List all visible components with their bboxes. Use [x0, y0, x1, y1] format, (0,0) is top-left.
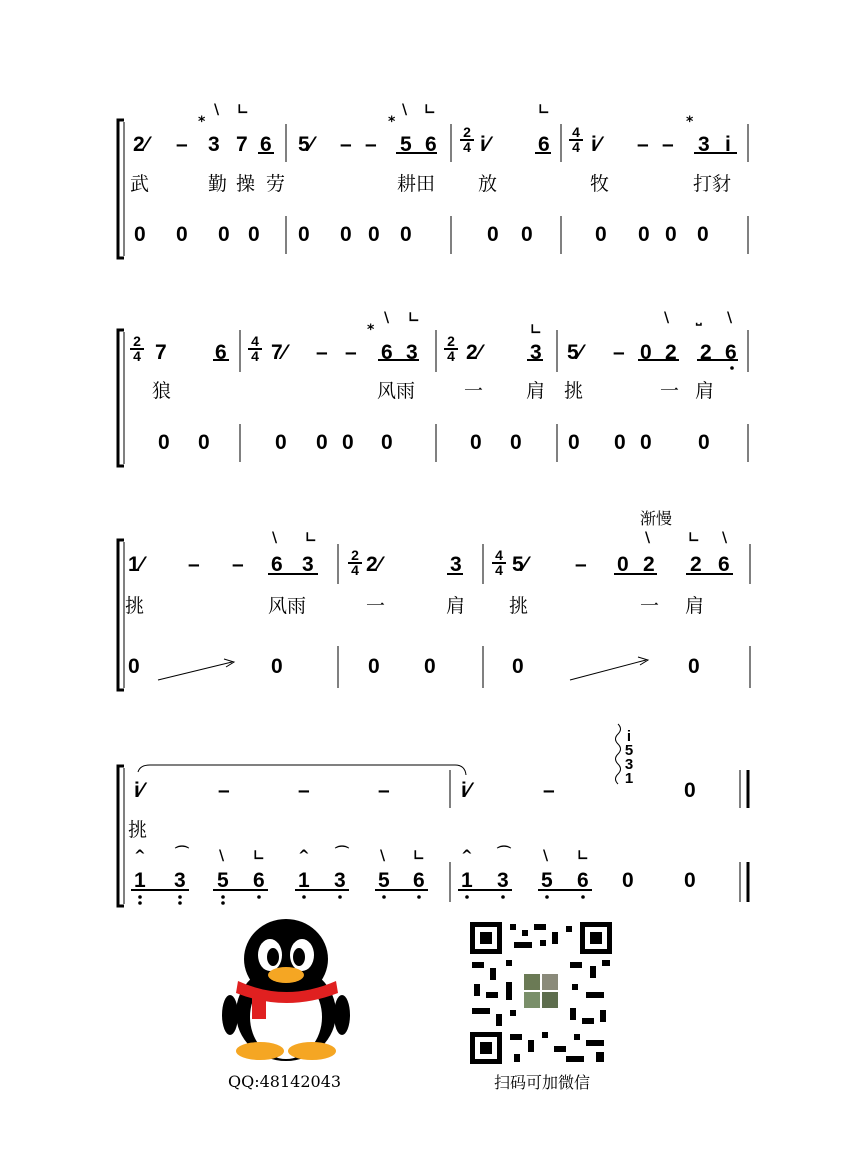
accompaniment-note: 0	[697, 223, 709, 246]
melody-note: –	[232, 553, 244, 576]
time-signature: 4 4	[492, 549, 506, 577]
time-signature: 4 4	[248, 335, 262, 363]
svg-text:\: \	[727, 310, 733, 326]
accompaniment-note: 0	[342, 431, 354, 454]
melody-note: 2⁄	[466, 341, 482, 364]
accompaniment-note: 0	[248, 223, 260, 246]
melody-note: 7	[155, 341, 167, 364]
melody-note: 6	[260, 133, 272, 156]
melody-note: 5⁄	[567, 341, 583, 364]
svg-text:⌒: ⌒	[335, 846, 349, 862]
accompaniment-note: 6	[577, 869, 589, 892]
melody-note: 0	[684, 779, 696, 802]
melody-note: –	[218, 779, 230, 802]
svg-text:∟: ∟	[253, 848, 265, 864]
accompaniment-note: 6	[413, 869, 425, 892]
melody-note: –	[340, 133, 352, 156]
accompaniment-note: 0	[622, 869, 634, 892]
melody-note: 6	[425, 133, 437, 156]
chord-note: 3	[624, 756, 634, 773]
melody-note: 0	[617, 553, 629, 576]
svg-text:^: ^	[134, 848, 146, 864]
melody-note: 6	[381, 341, 393, 364]
svg-text:∟: ∟	[688, 530, 700, 546]
accompaniment-note: 0	[176, 223, 188, 246]
svg-text:*: *	[686, 114, 694, 130]
melody-note: 3	[530, 341, 542, 364]
melody-note: –	[543, 779, 555, 802]
melody-note: 7⁄	[271, 341, 287, 364]
melody-note: 3	[406, 341, 418, 364]
svg-text:\: \	[219, 848, 225, 864]
lyric-text: 肩	[526, 380, 546, 402]
melody-note: 5	[400, 133, 412, 156]
accompaniment-note: 0	[568, 431, 580, 454]
svg-text:\: \	[402, 102, 408, 118]
melody-note: 2⁄	[133, 133, 149, 156]
svg-text:∟: ∟	[530, 322, 542, 338]
svg-text:^: ^	[298, 848, 310, 864]
melody-note: –	[176, 133, 188, 156]
melody-note: –	[378, 779, 390, 802]
accompaniment-note: 5	[541, 869, 553, 892]
accompaniment-note: 0	[316, 431, 328, 454]
accompaniment-note: 0	[368, 223, 380, 246]
svg-text:*: *	[388, 114, 396, 130]
melody-note: 2	[700, 341, 712, 364]
accompaniment-note: 3	[174, 869, 186, 892]
accompaniment-note: 1	[134, 869, 146, 892]
lyric-text: 肩	[446, 595, 466, 617]
melody-note: –	[575, 553, 587, 576]
svg-text:⌒: ⌒	[175, 846, 189, 862]
accompaniment-note: 0	[640, 431, 652, 454]
lyric-text: 劳	[266, 173, 286, 195]
melody-note: i⁄	[134, 779, 144, 802]
lyric-text: 挑	[564, 380, 584, 402]
melody-note: –	[662, 133, 674, 156]
lyric-text: 一	[640, 595, 660, 617]
accompaniment-note: 0	[698, 431, 710, 454]
accompaniment-note: 0	[595, 223, 607, 246]
lyric-text: 挑	[125, 595, 145, 617]
lyric-text: 一	[660, 380, 680, 402]
svg-text:∟: ∟	[413, 848, 425, 864]
svg-text:*: *	[367, 322, 375, 338]
time-signature: 2 4	[130, 335, 144, 363]
accompaniment-note: 0	[400, 223, 412, 246]
lyric-text: 放	[478, 173, 498, 195]
svg-text:⌒: ⌒	[497, 846, 511, 862]
svg-text:\: \	[722, 530, 728, 546]
melody-note: –	[365, 133, 377, 156]
accompaniment-note: 5	[217, 869, 229, 892]
lyric-text: 肩	[695, 380, 715, 402]
svg-text:∟: ∟	[408, 310, 420, 326]
lyric-text: 武	[130, 173, 150, 195]
time-signature: 2 4	[460, 126, 474, 154]
melody-note: i⁄	[461, 779, 471, 802]
lyric-text: 风雨	[377, 380, 416, 402]
accompaniment-note: 0	[198, 431, 210, 454]
svg-text:\: \	[380, 848, 386, 864]
melody-note: –	[637, 133, 649, 156]
accompaniment-note: 0	[684, 869, 696, 892]
accompaniment-note: 0	[665, 223, 677, 246]
accompaniment-note: 0	[158, 431, 170, 454]
accompaniment-note: 6	[253, 869, 265, 892]
accompaniment-note: 0	[614, 431, 626, 454]
accompaniment-note: 0	[521, 223, 533, 246]
lyric-text: 耕田	[397, 173, 436, 195]
melody-note: 5⁄	[512, 553, 528, 576]
lyric-text: 风雨	[268, 595, 307, 617]
accompaniment-note: 0	[487, 223, 499, 246]
melody-note: –	[316, 341, 328, 364]
accompaniment-note: 1	[461, 869, 473, 892]
melody-note: 3	[302, 553, 314, 576]
melody-note: i⁄	[591, 133, 601, 156]
melody-note: 6	[718, 553, 730, 576]
accompaniment-note: 5	[378, 869, 390, 892]
melody-note: i⁄	[480, 133, 490, 156]
accompaniment-note: 0	[381, 431, 393, 454]
melody-note: 6	[271, 553, 283, 576]
melody-note: 6	[725, 341, 737, 364]
time-signature: 2 4	[348, 549, 362, 577]
accompaniment-note: 0	[218, 223, 230, 246]
melody-note: 2	[643, 553, 655, 576]
melody-note: 2	[690, 553, 702, 576]
lyric-text: 勤	[208, 173, 228, 195]
melody-note: 5⁄	[298, 133, 314, 156]
svg-text:\: \	[384, 310, 390, 326]
qq-penguin-logo	[210, 915, 360, 1065]
chord-stack	[622, 730, 636, 786]
accompaniment-note: 0	[128, 655, 140, 678]
svg-text:∟: ∟	[577, 848, 589, 864]
tempo-marking: 渐慢	[640, 509, 673, 528]
accompaniment-note: 0	[134, 223, 146, 246]
accompaniment-note: 0	[340, 223, 352, 246]
lyric-text: 肩	[685, 595, 705, 617]
accompaniment-note: 0	[275, 431, 287, 454]
melody-note: 0	[640, 341, 652, 364]
accompaniment-note: 0	[512, 655, 524, 678]
lyric-text: 打豺	[693, 173, 732, 195]
melody-note: 7	[236, 133, 248, 156]
melody-note: 6	[538, 133, 550, 156]
chord-note: 1	[624, 770, 634, 787]
svg-text:\: \	[214, 102, 220, 118]
svg-text:∟: ∟	[237, 102, 249, 118]
time-signature: 4 4	[569, 126, 583, 154]
lyric-text: 操	[236, 173, 256, 195]
accompaniment-note: 0	[510, 431, 522, 454]
time-signature: 2 4	[444, 335, 458, 363]
melody-note: 6	[215, 341, 227, 364]
accompaniment-note: 0	[424, 655, 436, 678]
lyric-text: 挑	[128, 819, 148, 841]
melody-note: i	[725, 133, 731, 156]
melody-note: –	[345, 341, 357, 364]
svg-text:∟: ∟	[305, 530, 317, 546]
melody-note: 3	[208, 133, 220, 156]
accompaniment-note: 0	[688, 655, 700, 678]
melody-note: –	[188, 553, 200, 576]
accompaniment-note: 0	[271, 655, 283, 678]
svg-text:\: \	[543, 848, 549, 864]
melody-note: –	[298, 779, 310, 802]
wechat-qr-code[interactable]	[470, 922, 612, 1064]
melody-note: 3	[450, 553, 462, 576]
lyric-text: 挑	[509, 595, 529, 617]
melody-note: 2⁄	[366, 553, 382, 576]
svg-text:\: \	[272, 530, 278, 546]
melody-note: 3	[698, 133, 710, 156]
lyric-text: 牧	[590, 173, 610, 195]
lyric-text: 一	[366, 595, 386, 617]
chord-note: 5	[624, 742, 634, 759]
accompaniment-note: 1	[298, 869, 310, 892]
svg-text:\: \	[664, 310, 670, 326]
accompaniment-note: 3	[497, 869, 509, 892]
lyric-text: 狼	[152, 380, 172, 402]
svg-text:⎵: ⎵	[696, 310, 702, 326]
svg-text:\: \	[645, 530, 651, 546]
svg-text:∟: ∟	[424, 102, 436, 118]
accompaniment-note: 0	[470, 431, 482, 454]
qq-number: QQ:48142043	[228, 1072, 342, 1091]
lyric-text: 一	[464, 380, 484, 402]
chord-note: i	[626, 728, 632, 745]
svg-text:*: *	[198, 114, 206, 130]
svg-text:∟: ∟	[538, 102, 550, 118]
accompaniment-note: 3	[334, 869, 346, 892]
svg-text:^: ^	[461, 848, 473, 864]
melody-note: 2	[665, 341, 677, 364]
accompaniment-note: 0	[298, 223, 310, 246]
melody-note: 1⁄	[128, 553, 144, 576]
accompaniment-note: 0	[638, 223, 650, 246]
wechat-label: 扫码可加微信	[494, 1073, 591, 1092]
melody-note: –	[613, 341, 625, 364]
accompaniment-note: 0	[368, 655, 380, 678]
